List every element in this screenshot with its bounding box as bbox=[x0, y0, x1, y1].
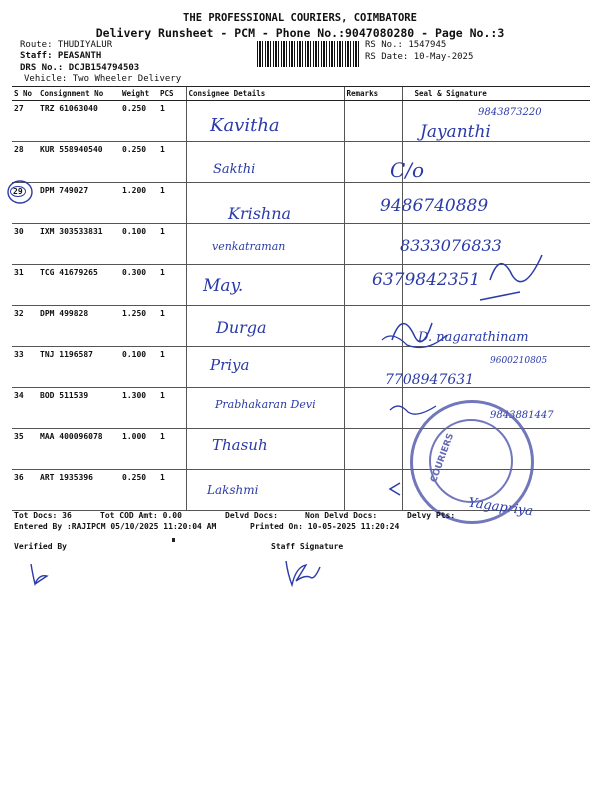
cell-consignee bbox=[186, 142, 344, 183]
handwritten-consignee: Kavitha bbox=[210, 115, 280, 136]
staff-signature bbox=[280, 555, 330, 591]
handwritten-phone: 8333076833 bbox=[400, 236, 502, 255]
col-pcs: PCS bbox=[158, 87, 186, 101]
circle-mark bbox=[5, 178, 35, 208]
cell-consignment: DPM 499828 bbox=[38, 306, 120, 347]
cell-weight: 0.100 bbox=[120, 347, 158, 388]
handwritten-consignee: Thasuh bbox=[212, 436, 268, 454]
route-label: Route: THUDIYALUR bbox=[20, 40, 113, 50]
stamp-text: COURIERS bbox=[429, 432, 457, 484]
handwritten-phone: 9843873220 bbox=[478, 107, 542, 118]
cell-consignment: TCG 41679265 bbox=[38, 265, 120, 306]
handwritten-signature: Yagapriya bbox=[467, 495, 534, 520]
handwritten-phone: 9600210805 bbox=[490, 356, 548, 366]
cell-weight: 0.250 bbox=[120, 470, 158, 511]
handwritten-consignee: May. bbox=[203, 276, 244, 296]
cell-weight: 1.000 bbox=[120, 429, 158, 470]
handwritten-signature: Jayanthi bbox=[420, 122, 491, 142]
cell-consignment: IXM 303533831 bbox=[38, 224, 120, 265]
cell-pcs: 1 bbox=[158, 224, 186, 265]
col-seal: Seal & Signature bbox=[402, 87, 590, 101]
handwritten-consignee: Prabhakaran Devi bbox=[215, 398, 316, 411]
handwritten-phone: 7708947631 bbox=[385, 372, 475, 388]
handwritten-phone: 6379842351 bbox=[372, 270, 481, 290]
cell-sno: 28 bbox=[12, 142, 38, 183]
verifier-signature bbox=[25, 560, 55, 588]
cell-weight: 1.250 bbox=[120, 306, 158, 347]
col-consignment: Consignment No bbox=[38, 87, 120, 101]
tot-cod-amount: Tot COD Amt: 0.00 bbox=[100, 511, 182, 520]
vehicle-label: Vehicle: Two Wheeler Delivery bbox=[24, 74, 182, 84]
col-weight: Weight bbox=[120, 87, 158, 101]
cell-pcs: 1 bbox=[158, 347, 186, 388]
cell-sno: 31 bbox=[12, 265, 38, 306]
cell-sno: 32 bbox=[12, 306, 38, 347]
staff-label: Staff: PEASANTH bbox=[20, 51, 102, 61]
handwritten-consignee: Sakthi bbox=[213, 162, 256, 177]
handwritten-note: C/o bbox=[390, 158, 425, 182]
company-title: THE PROFESSIONAL COURIERS, COIMBATORE bbox=[183, 12, 417, 24]
cell-pcs: 1 bbox=[158, 101, 186, 142]
handwritten-phone: 9486740889 bbox=[380, 196, 489, 216]
entered-by: Entered By :RAJIPCM 05/10/2025 11:20:04 AM bbox=[14, 522, 217, 531]
tot-docs: Tot Docs: 36 bbox=[14, 511, 72, 520]
cell-weight: 1.300 bbox=[120, 388, 158, 429]
sno-circled: 29 bbox=[10, 186, 26, 197]
cell-pcs: 1 bbox=[158, 183, 186, 224]
cell-consignment: TRZ 61063040 bbox=[38, 101, 120, 142]
handwritten-consignee: venkatraman bbox=[212, 240, 286, 253]
cell-pcs: 1 bbox=[158, 388, 186, 429]
cell-pcs: 1 bbox=[158, 470, 186, 511]
cell-sno: 34 bbox=[12, 388, 38, 429]
col-consignee: Consignee Details bbox=[186, 87, 344, 101]
cell-pcs: 1 bbox=[158, 429, 186, 470]
cell-sno: 30 bbox=[12, 224, 38, 265]
rs-date: RS Date: 10-May-2025 bbox=[365, 52, 474, 62]
handwritten-phone: 9843881447 bbox=[490, 410, 554, 421]
delivered-docs: Delvd Docs: bbox=[225, 511, 278, 520]
cell-pcs: 1 bbox=[158, 265, 186, 306]
cell-weight: 1.200 bbox=[120, 183, 158, 224]
cell-consignment: MAA 400096078 bbox=[38, 429, 120, 470]
cell-consignment: ART 1935396 bbox=[38, 470, 120, 511]
ink-dot bbox=[172, 538, 175, 542]
cell-pcs: 1 bbox=[158, 142, 186, 183]
col-remarks: Remarks bbox=[344, 87, 402, 101]
cell-weight: 0.250 bbox=[120, 142, 158, 183]
handwritten-consignee: Priya bbox=[210, 356, 250, 374]
barcode bbox=[257, 41, 359, 67]
cell-consignment: KUR 558940540 bbox=[38, 142, 120, 183]
non-delivered-docs: Non Delvd Docs: bbox=[305, 511, 378, 520]
delivery-points: Delvy Pts: bbox=[407, 511, 456, 520]
cell-weight: 0.300 bbox=[120, 265, 158, 306]
cell-pcs: 1 bbox=[158, 306, 186, 347]
courier-stamp bbox=[410, 400, 534, 524]
handwritten-consignee: Durga bbox=[216, 318, 267, 337]
staff-signature-label: Staff Signature bbox=[271, 542, 344, 551]
cell-weight: 0.250 bbox=[120, 101, 158, 142]
cell-sno: 27 bbox=[12, 101, 38, 142]
handwritten-signature: D. nagarathinam bbox=[418, 330, 529, 345]
runsheet-subtitle: Delivery Runsheet - PCM - Phone No.:9047080280 - Page No.:3 bbox=[95, 26, 505, 40]
printed-on: Printed On: 10-05-2025 11:20:24 bbox=[250, 522, 400, 531]
verified-by-label: Verified By bbox=[14, 542, 67, 551]
cell-sno: 36 bbox=[12, 470, 38, 511]
table-header-row bbox=[12, 87, 590, 101]
handwritten-consignee: Lakshmi bbox=[207, 483, 259, 497]
handwritten-consignee: Krishna bbox=[228, 204, 292, 223]
cell-sno: 35 bbox=[12, 429, 38, 470]
cell-consignment: DPM 749027 bbox=[38, 183, 120, 224]
cell-sno: 33 bbox=[12, 347, 38, 388]
cell-weight: 0.100 bbox=[120, 224, 158, 265]
cell-consignment: TNJ 1196587 bbox=[38, 347, 120, 388]
col-sno: S No bbox=[12, 87, 38, 101]
rs-number: RS No.: 1547945 bbox=[365, 40, 447, 50]
drs-label: DRS No.: DCJB154794503 bbox=[20, 63, 140, 73]
cell-consignment: BOD 511539 bbox=[38, 388, 120, 429]
